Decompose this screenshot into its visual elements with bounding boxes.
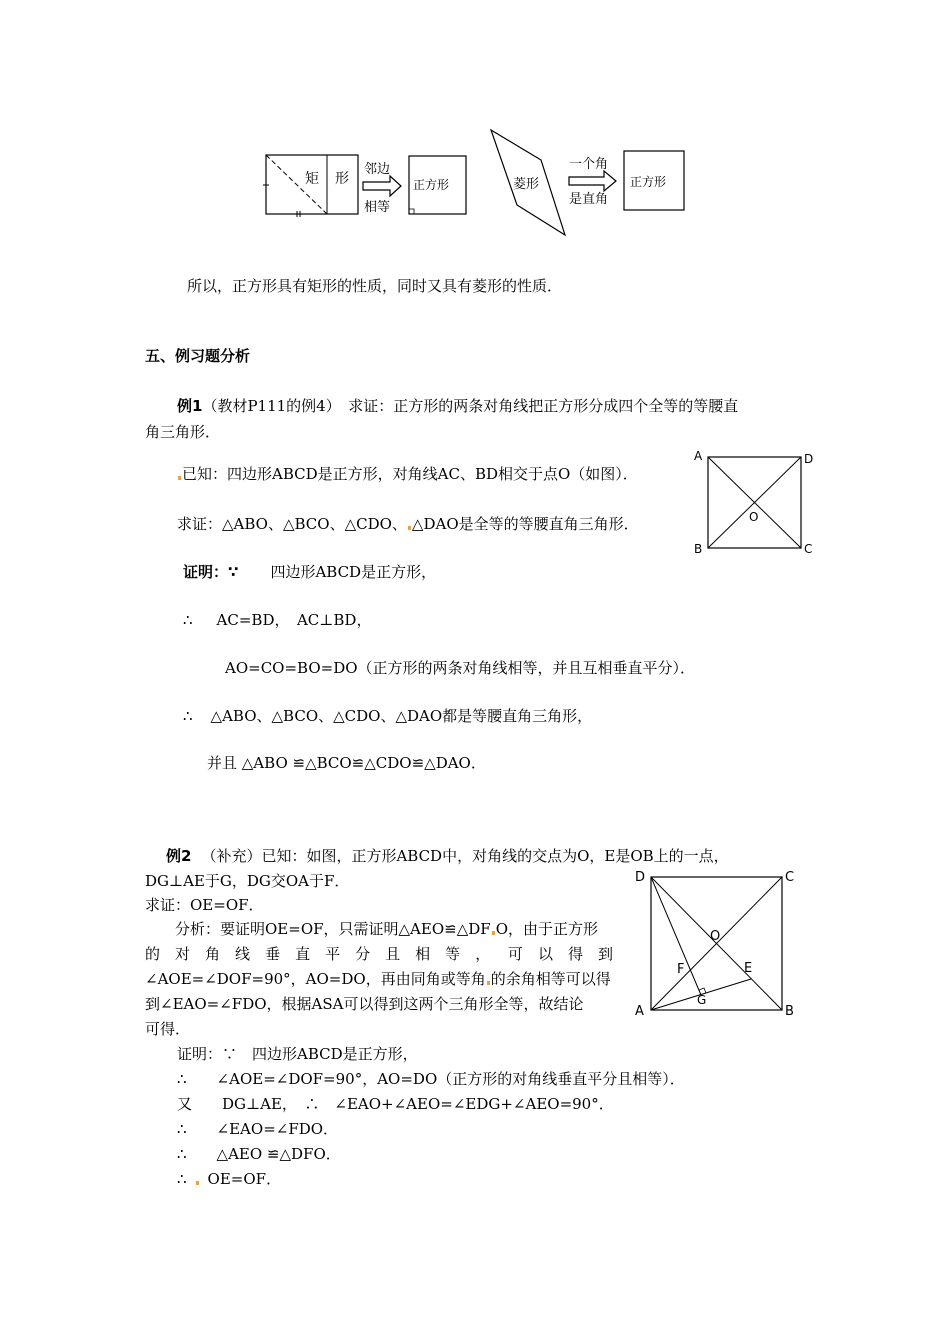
figure-rectangle-rhombus-to-square [255, 125, 695, 240]
label-g: G [697, 993, 707, 1007]
rect-label-left: 矩 [305, 171, 319, 187]
example2-analysis3: ∠AOE=∠DOF=90°，AO=DO，再由同角或等角 的余角相等可以得 [145, 970, 611, 988]
example1-proof-line4: ∴ △ABO、△BCO、△CDO、△DAO都是等腰直角三角形， [183, 707, 593, 725]
example2-proof4: ∴ ∠EAO=∠FDO． [177, 1120, 339, 1138]
arrow-right-icon [363, 176, 401, 196]
example2-line2: DG⊥AE于G，DG交OA于F． [145, 872, 350, 890]
example2-analysis2: 的 对 角 线 垂 直 平 分 且 相 等 ， 可 以 得 到 [145, 945, 613, 963]
edit-mark [487, 981, 490, 985]
figure-example1-square [690, 445, 820, 560]
arrow-right-icon-2 [569, 171, 616, 191]
label-d-2: D [635, 870, 646, 885]
example1-prove: 求证：△ABO、△BCO、△CDO、 △DAO是全等的等腰直角三角形． [177, 515, 639, 533]
right-angle-mark [409, 209, 414, 214]
square1-label: 正方形 [413, 178, 450, 192]
example2-line3: 求证：OE=OF． [145, 896, 264, 914]
rect-label-right: 形 [335, 171, 349, 187]
edit-mark [492, 931, 495, 935]
conclusion-text: 所以，正方形具有矩形的性质，同时又具有菱形的性质． [187, 277, 563, 295]
example2-label: 例2 [166, 847, 192, 865]
example1-proof-line3: AO=CO=BO=DO（正方形的两条对角线相等，并且互相垂直平分）． [225, 659, 696, 677]
label-a-2: A [635, 1004, 644, 1019]
label-b: B [694, 542, 703, 556]
example2-analysis4: 到∠EAO=∠FDO，根据ASA可以得到这两个三角形全等，故结论 [145, 995, 584, 1013]
edit-mark [408, 526, 411, 530]
arrow2-bottom-label: 是直角 [569, 192, 609, 207]
example2-proof6: ∴ OE=OF． [177, 1170, 282, 1188]
label-d: D [804, 452, 814, 466]
figure-example2-square [630, 863, 800, 1023]
example1-intro-text: （教材P111的例4） 求证：正方形的两条对角线把正方形分成四个全等的等腰直 [202, 397, 739, 415]
example1-intro [177, 395, 738, 416]
proof-label: 证明：∵ [183, 563, 239, 581]
edit-mark [196, 1181, 199, 1185]
label-c: C [804, 542, 813, 556]
example1-intro-line2: 角三角形． [145, 423, 221, 441]
example1-proof-line5: 并且 △ABO ≌△BCO≌△CDO≌△DAO． [207, 754, 486, 772]
example1-proof-line1: 证明：∵ 四边形ABCD是正方形， [183, 563, 437, 581]
label-c-2: C [785, 870, 795, 885]
example2-proof1: 证明：∵ 四边形ABCD是正方形， [177, 1045, 418, 1063]
label-o-2: O [710, 929, 721, 944]
label-o: O [749, 510, 759, 524]
segment-dg [651, 877, 701, 995]
square2-label: 正方形 [630, 175, 667, 189]
example2-analysis1: 分析：要证明OE=OF，只需证明△AEO≌△DF O，由于正方形 [145, 920, 598, 938]
example2-proof5: ∴ △AEO ≌△DFO． [177, 1145, 341, 1163]
example1-proof-line2: ∴ AC=BD， AC⊥BD， [183, 611, 372, 629]
example2-proof3: 又 DG⊥AE， ∴ ∠EAO+∠AEO=∠EDG+∠AEO=90°． [177, 1095, 614, 1113]
example2-line1: 例2 （补充）已知：如图，正方形ABCD中，对角线的交点为O，E是OB上的一点， [166, 847, 729, 865]
label-b-2: B [785, 1004, 794, 1019]
example1-given: 已知：四边形ABCD是正方形，对角线AC、BD相交于点O（如图）． [177, 463, 638, 484]
arrow2-top-label: 一个角 [569, 157, 609, 172]
edit-mark [178, 476, 181, 480]
example2-proof2: ∴ ∠AOE=∠DOF=90°，AO=DO（正方形的对角线垂直平分且相等）． [177, 1070, 685, 1088]
arrow1-top-label: 邻边 [364, 162, 391, 177]
rhombus-label: 菱形 [513, 177, 540, 192]
example1-label: 例1 [177, 397, 203, 415]
label-a: A [694, 449, 703, 463]
section-title: 五、例习题分析 [145, 347, 251, 365]
example2-analysis5: 可得． [145, 1020, 191, 1038]
label-e: E [744, 961, 753, 976]
label-f: F [677, 962, 685, 977]
arrow1-bottom-label: 相等 [364, 200, 391, 215]
